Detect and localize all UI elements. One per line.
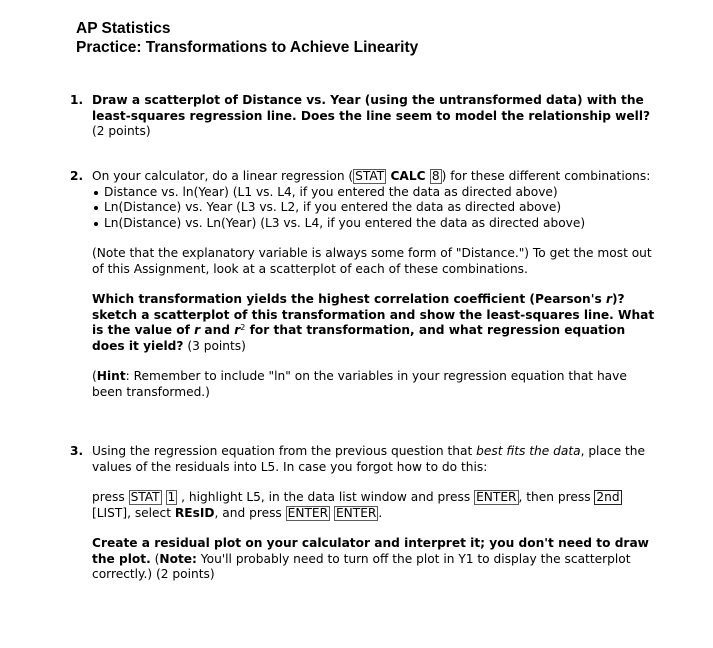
key-enter: ENTER [476,490,517,504]
key-8: 8 [431,169,440,183]
r-squared-symbol: r [234,323,241,337]
question-1-prompt: Draw a scatterplot of Distance vs. Year (using the untransformed data) with the least-squares regression line. Does the line seem to model the relationship well? [92,93,651,123]
question-3-points: (2 points) [152,567,215,581]
intro-italic: best fits the data [476,444,581,458]
prompt-text: for that transformation, and what regression equation does it yield? [92,323,626,353]
step-text: , then press [518,490,595,504]
question-2-note: (Note that the explanatory variable is always some form of "Distance.") To get the most out of this Assignment, look at a scatterplot of each of these combinations. [92,246,652,276]
note-text: You'll probably need to turn off the plot in Y1 to display the scatterplot correctly.) [92,551,631,581]
question-2-content [92,169,660,400]
question-2 [70,169,660,400]
list-item: Ln(Distance) vs. Ln(Year) (L3 vs. L4, if you entered the data as directed above) [92,216,660,232]
question-1 [70,93,660,140]
r-symbol: r [605,292,612,306]
step-text: , and press [214,505,286,520]
question-3-content [92,444,660,583]
key-stat: STAT [355,169,385,183]
intro-text: On your calculator, do a linear regression ( [92,169,354,183]
question-3 [70,444,660,583]
page-title: Practice: Transformations to Achieve Linearity [76,39,419,56]
list-item: Ln(Distance) vs. Year (L3 vs. L2, if you entered the data as directed above) [92,200,660,216]
step-text: , highlight L5, in the data list window and press [177,490,475,504]
note-open: ( [150,551,160,566]
question-1-points: (2 points) [92,124,151,138]
superscript-2: 2 [240,323,246,332]
hint-open: ( [92,369,97,383]
intro-text-end: , place the values of the residuals into L5. In case you forgot how to do this: [92,444,645,474]
hint-text: : Remember to include "ln" on the variables in your regression equation that have been transformed.) [92,369,627,399]
r-symbol: r [194,323,201,337]
intro-text: Using the regression equation from the previous question that [92,444,477,458]
question-number: 1. [70,93,84,107]
worksheet-header [76,19,418,57]
question-3-intro [92,444,660,475]
step-text: [LIST], select [92,505,175,520]
question-2-hint [92,369,660,400]
combination-list [92,185,660,232]
question-3-task [92,536,660,583]
key-stat: STAT [130,490,160,504]
question-2-intro [92,169,660,185]
calc-label: CALC [386,169,430,183]
residual-steps [92,490,660,521]
task-text: Create a residual plot on your calculator and interpret it; you don't need to draw the plot. [92,536,649,566]
question-number: 2. [70,169,84,183]
intro-text-end: ) for these different combinations: [441,169,651,183]
step-text: . [378,505,383,520]
prompt-text: Which transformation yields the highest correlation coefficient (Pearson's [92,292,606,306]
course-title: AP Statistics [76,20,171,37]
key-1: 1 [167,490,176,504]
key-enter: ENTER [335,505,377,520]
question-2-points: (3 points) [183,338,246,353]
key-enter: ENTER [287,505,329,520]
question-2-prompt [92,292,660,354]
key-2nd: 2nd [596,490,620,504]
question-1-content [92,93,660,140]
hint-label: Hint [96,369,126,383]
prompt-text: )? sketch a scatterplot of this transformation and show the least-squares line. What is the value of [92,292,655,337]
step-text: press [92,490,129,504]
prompt-text: and [200,323,235,337]
note-label: Note: [159,551,197,566]
question-number: 3. [70,444,84,458]
resid-label: REsID [174,505,215,520]
list-item: Distance vs. ln(Year) (L1 vs. L4, if you entered the data as directed above) [92,185,660,201]
